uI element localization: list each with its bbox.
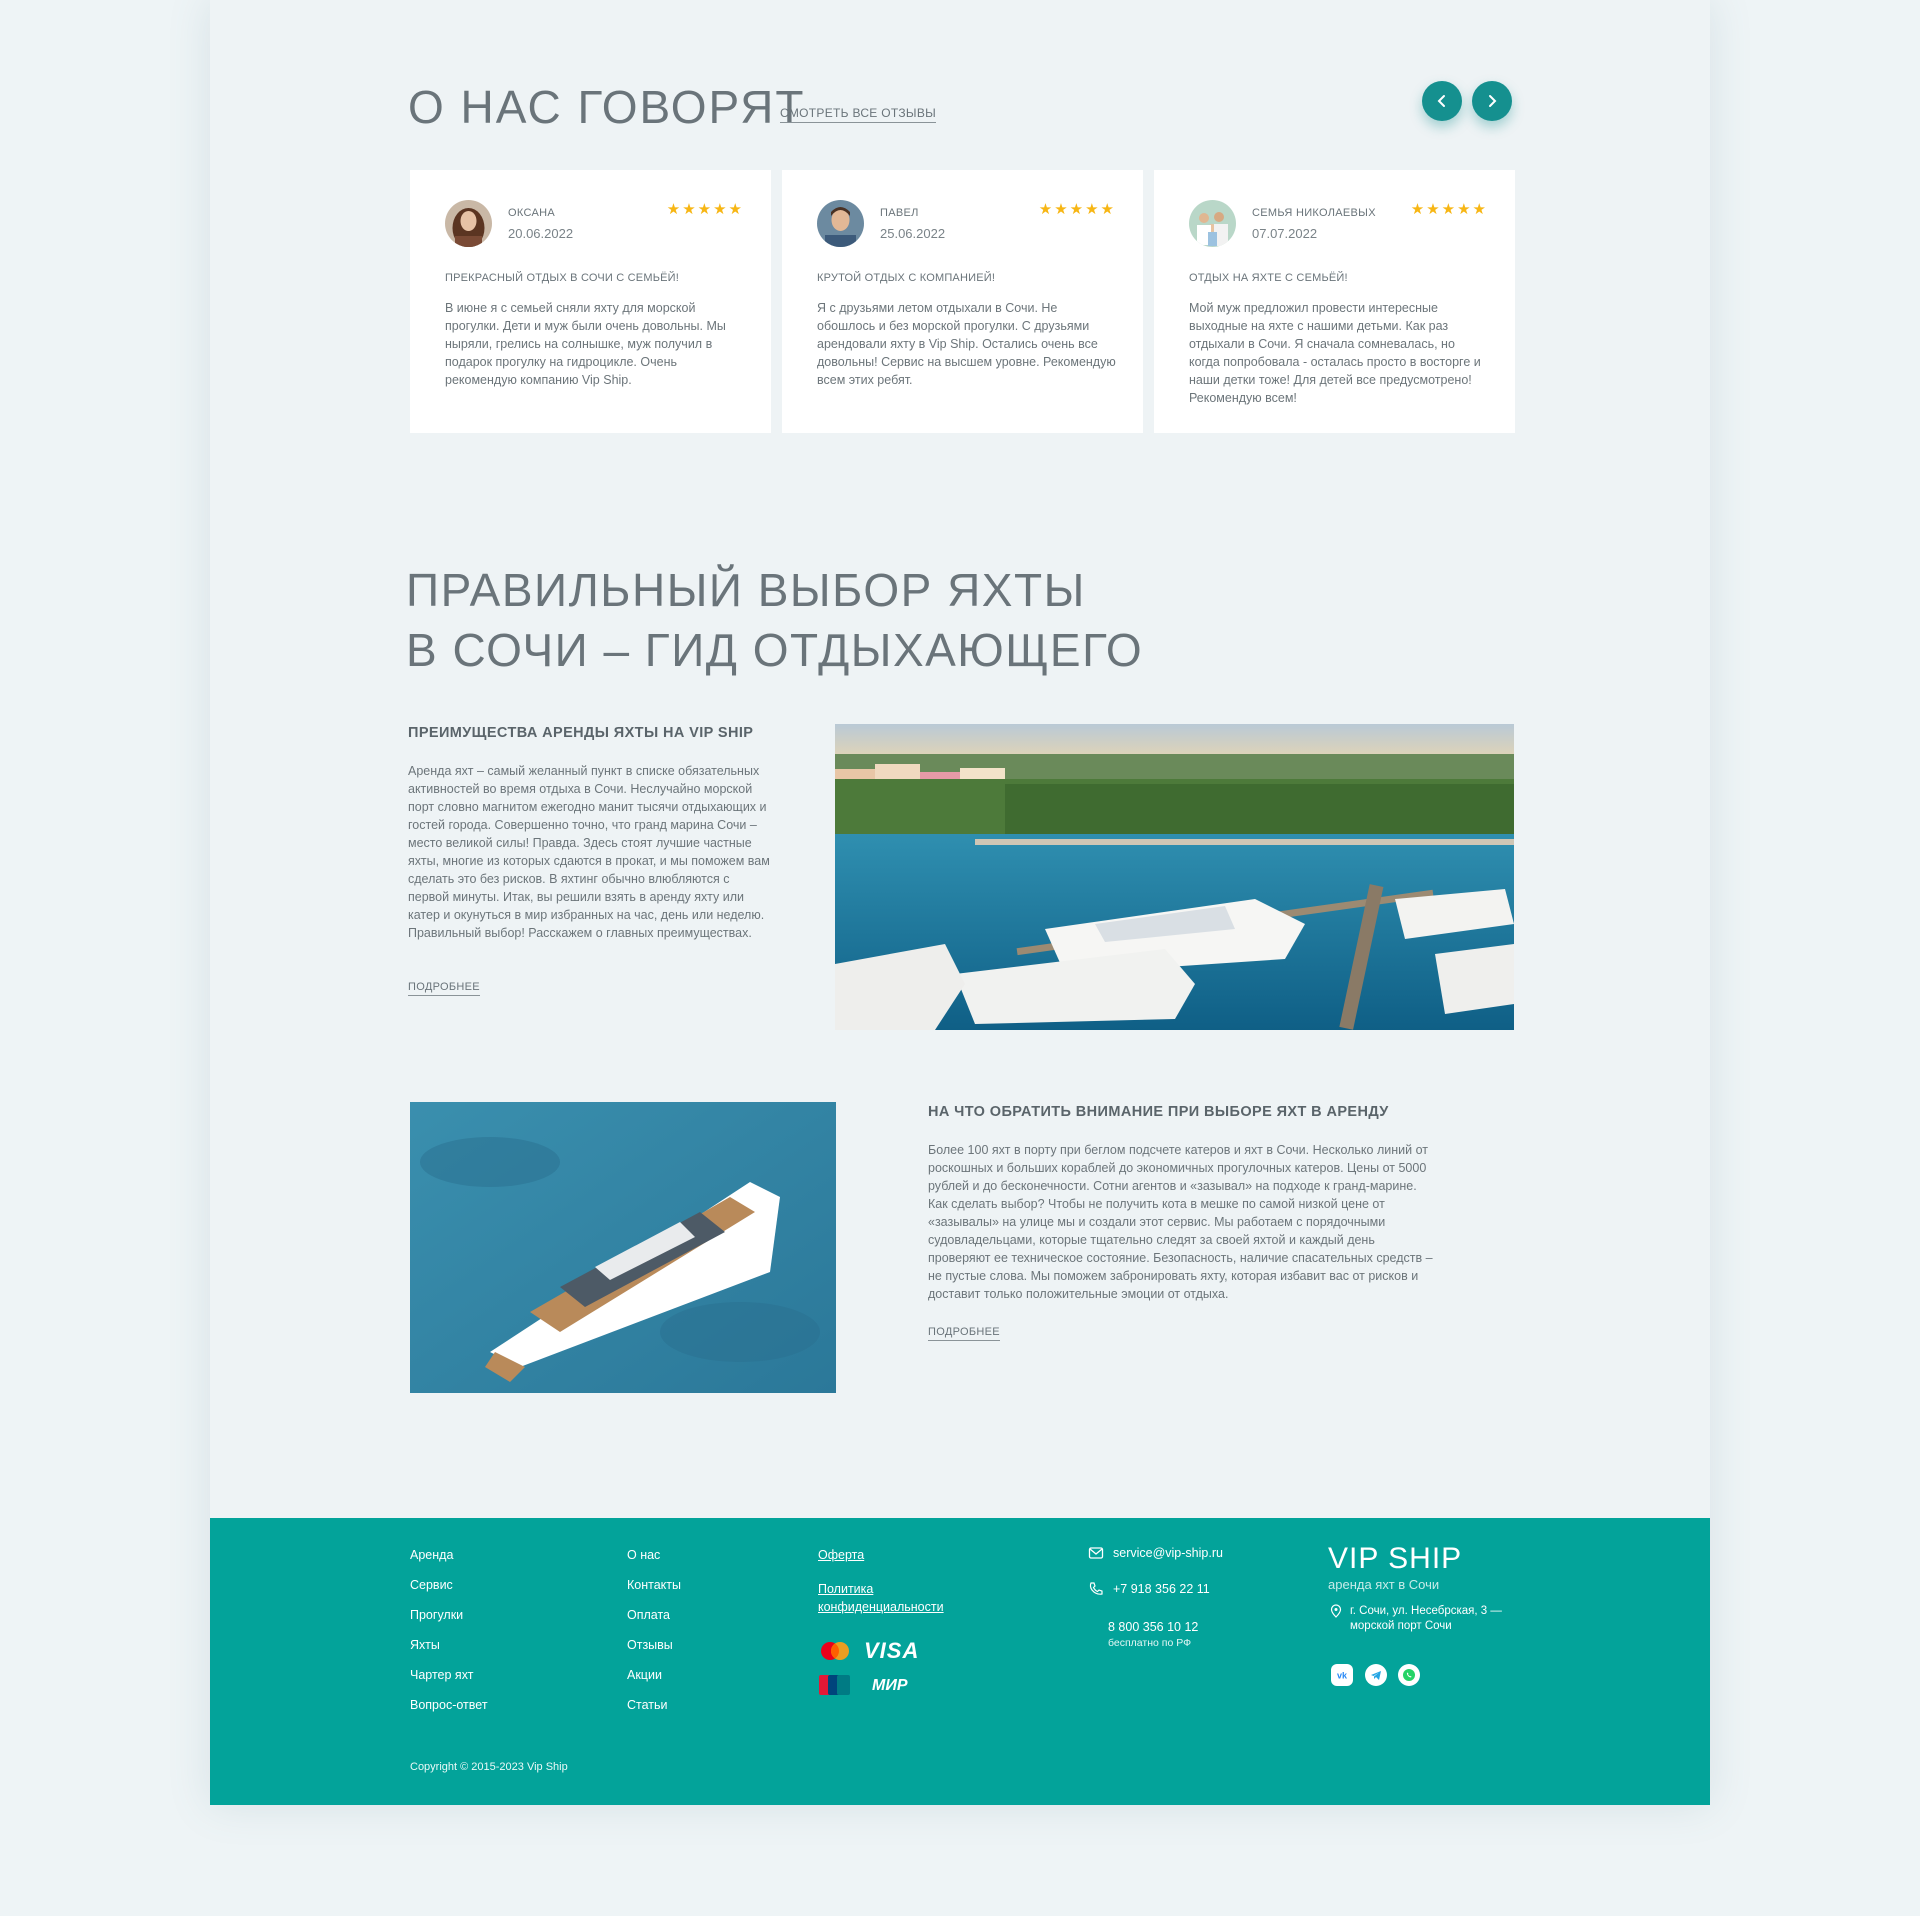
review-text: В июне я с семьей сняли яхту для морской прогулки. Дети и муж были очень довольны. Мы ныряли, грелись на солнышке, муж получил в подарок прогулку на гидроцикле. Очень рекомендую компанию Vip Ship. xyxy=(445,301,726,387)
email-text: service@vip-ship.ru xyxy=(1113,1546,1223,1560)
footer-link-articles[interactable]: Статьи xyxy=(627,1698,668,1712)
avatar xyxy=(817,200,864,247)
footer-tagline: аренда яхт в Сочи xyxy=(1328,1577,1440,1592)
privacy-line1: Политика xyxy=(818,1582,874,1596)
footer-link-reviews[interactable]: Отзывы xyxy=(627,1638,673,1652)
footer-nav-col1 xyxy=(410,1548,488,1728)
footer-link-contacts[interactable]: Контакты xyxy=(627,1578,681,1592)
review-card xyxy=(410,170,771,433)
guide-title-line1: ПРАВИЛЬНЫЙ ВЫБОР ЯХТЫ xyxy=(406,564,1086,616)
svg-text:vk: vk xyxy=(1336,1670,1348,1681)
yacht-image xyxy=(410,1102,836,1393)
review-heading: КРУТОЙ ОТДЫХ С КОМПАНИЕЙ! xyxy=(817,272,996,284)
vk-icon xyxy=(1335,1668,1349,1682)
address-line2: морской порт Сочи xyxy=(1350,1620,1452,1632)
footer-link-rent[interactable]: Аренда xyxy=(410,1548,454,1562)
review-text: Я с друзьями летом отдыхали в Сочи. Не обошлось и без морской прогулки. С друзьями арендовали яхту в Vip Ship. Остались очень все довольны! Сервис на высшем уровне. Рекомендую всем этих ребят. xyxy=(817,301,1116,387)
rating-stars: ★★★★★ xyxy=(1038,201,1116,218)
chevron-left-icon xyxy=(1435,94,1449,108)
reviewer-name: ОКСАНА xyxy=(508,207,555,219)
telegram-link[interactable] xyxy=(1365,1664,1387,1686)
choice-tips-text: Более 100 яхт в порту при беглом подсчете катеров и яхт в Сочи. Несколько линий от роскошных и больших кораблей до экономичных прогулочных катеров. Цены от 5000 рублей и до бесконечности. Сотни агентов и «зазывал» на подходе к гранд-марине. Как сделать выбор? Чтобы не получить кота в мешке по самой низкой цене от «зазывалы» на улице мы и создали этот сервис. Мы работаем с порядочными судовладельцами, которые тщательно следят за своей яхтой и каждый день проверяют ее техническое состояние. Безопасность, наличие спасательных средств – не пустые слова. Мы поможем забронировать яхту, которая избавит вас от рисков и доставит только положительные эмоции от отдыха. xyxy=(928,1143,1433,1301)
unionpay-icon xyxy=(818,1674,852,1696)
footer-nav-col2 xyxy=(627,1548,681,1728)
footer-offer-link[interactable]: Оферта xyxy=(818,1548,865,1562)
telegram-icon xyxy=(1369,1668,1383,1682)
review-heading: ОТДЫХ НА ЯХТЕ С СЕМЬЁЙ! xyxy=(1189,272,1348,284)
avatar xyxy=(445,200,492,247)
footer-phone2-note: бесплатно по РФ xyxy=(1108,1637,1192,1649)
privacy-line2: конфиденциальности xyxy=(818,1600,944,1614)
whatsapp-link[interactable] xyxy=(1398,1664,1420,1686)
footer-phone1[interactable] xyxy=(1088,1581,1210,1597)
review-date: 07.07.2022 xyxy=(1252,226,1318,241)
reviews-next-button[interactable] xyxy=(1472,81,1512,121)
address-line1: г. Сочи, ул. Несебрская, 3 — xyxy=(1350,1605,1502,1617)
avatar xyxy=(1189,200,1236,247)
location-pin-icon xyxy=(1330,1604,1342,1618)
advantages-text: Аренда яхт – самый желанный пункт в списке обязательных активностей во время отдыха в Сочи. Неслучайно морской порт словно магнитом ежегодно манит тысячи отдыхающих и гостей города. Совершенно точно, что гранд марина Сочи – место великой силы! Правда. Здесь стоят лучшие частные яхты, многие из которых сдаются в прокат, и мы поможем вам сделать это без рисков. В яхтинг обычно влюбляются с первой минуты. Итак, вы решили взять в аренду яхту или катер и окунуться в мир избранных на час, день или неделю. Правильный выбор! Расскажем о главных преимуществах. xyxy=(408,764,770,940)
mir-logo: МИР xyxy=(872,1677,908,1694)
choice-tips-heading: НА ЧТО ОБРАТИТЬ ВНИМАНИЕ ПРИ ВЫБОРЕ ЯХТ В АРЕНДУ xyxy=(928,1104,1389,1120)
footer-link-service[interactable]: Сервис xyxy=(410,1578,453,1592)
review-text: Мой муж предложил провести интересные выходные на яхте с нашими детьми. Как раз отдыхали в Сочи. Я сначала сомневалась, но когда попробовала - осталась просто в восторге и наши детки тоже! Для детей все предусмотрено! Рекомендую всем! xyxy=(1189,301,1481,405)
advantages-more-link[interactable]: ПОДРОБНЕЕ xyxy=(408,981,480,996)
phone-icon xyxy=(1088,1581,1104,1597)
rating-stars: ★★★★★ xyxy=(1410,201,1488,218)
footer-address xyxy=(1330,1604,1502,1634)
guide-title-line2: В СОЧИ – ГИД ОТДЫХАЮЩЕГО xyxy=(406,624,1144,676)
visa-logo: VISA xyxy=(864,1638,920,1663)
chevron-right-icon xyxy=(1485,94,1499,108)
footer-link-about[interactable]: О нас xyxy=(627,1548,661,1562)
review-date: 20.06.2022 xyxy=(508,226,574,241)
reviews-prev-button[interactable] xyxy=(1422,81,1462,121)
footer-link-faq[interactable]: Вопрос-ответ xyxy=(410,1698,488,1712)
copyright: Copyright © 2015-2023 Vip Ship xyxy=(410,1761,568,1773)
footer-phone2[interactable]: 8 800 356 10 12 xyxy=(1108,1620,1199,1634)
marina-image xyxy=(835,724,1514,1030)
review-heading: ПРЕКРАСНЫЙ ОТДЫХ В СОЧИ С СЕМЬЁЙ! xyxy=(445,272,680,284)
review-card xyxy=(1154,170,1515,433)
footer-link-walks[interactable]: Прогулки xyxy=(410,1608,464,1622)
footer xyxy=(210,1518,1710,1805)
guide-title xyxy=(406,560,1206,680)
reviews-title: О НАС ГОВОРЯТ xyxy=(408,81,806,133)
footer-logo[interactable]: VIP SHIP xyxy=(1328,1542,1463,1575)
footer-email[interactable] xyxy=(1088,1545,1223,1561)
reviewer-name: СЕМЬЯ НИКОЛАЕВЫХ xyxy=(1252,207,1376,219)
review-card xyxy=(782,170,1143,433)
choice-tips-more-link[interactable]: ПОДРОБНЕЕ xyxy=(928,1326,1000,1341)
review-date: 25.06.2022 xyxy=(880,226,946,241)
footer-privacy-link[interactable] xyxy=(818,1580,944,1616)
footer-link-charter[interactable]: Чартер яхт xyxy=(410,1668,474,1682)
all-reviews-link[interactable]: СМОТРЕТЬ ВСЕ ОТЗЫВЫ xyxy=(780,106,936,123)
footer-link-payment[interactable]: Оплата xyxy=(627,1608,670,1622)
mastercard-icon xyxy=(818,1640,852,1662)
mail-icon xyxy=(1088,1545,1104,1561)
phone1-text: +7 918 356 22 11 xyxy=(1113,1582,1210,1596)
advantages-heading: ПРЕИМУЩЕСТВА АРЕНДЫ ЯХТЫ НА VIP SHIP xyxy=(408,725,754,741)
whatsapp-icon xyxy=(1402,1668,1416,1682)
vk-link[interactable] xyxy=(1331,1664,1353,1686)
footer-link-yachts[interactable]: Яхты xyxy=(410,1638,440,1652)
rating-stars: ★★★★★ xyxy=(666,201,744,218)
reviewer-name: ПАВЕЛ xyxy=(880,207,919,219)
footer-link-promo[interactable]: Акции xyxy=(627,1668,662,1682)
